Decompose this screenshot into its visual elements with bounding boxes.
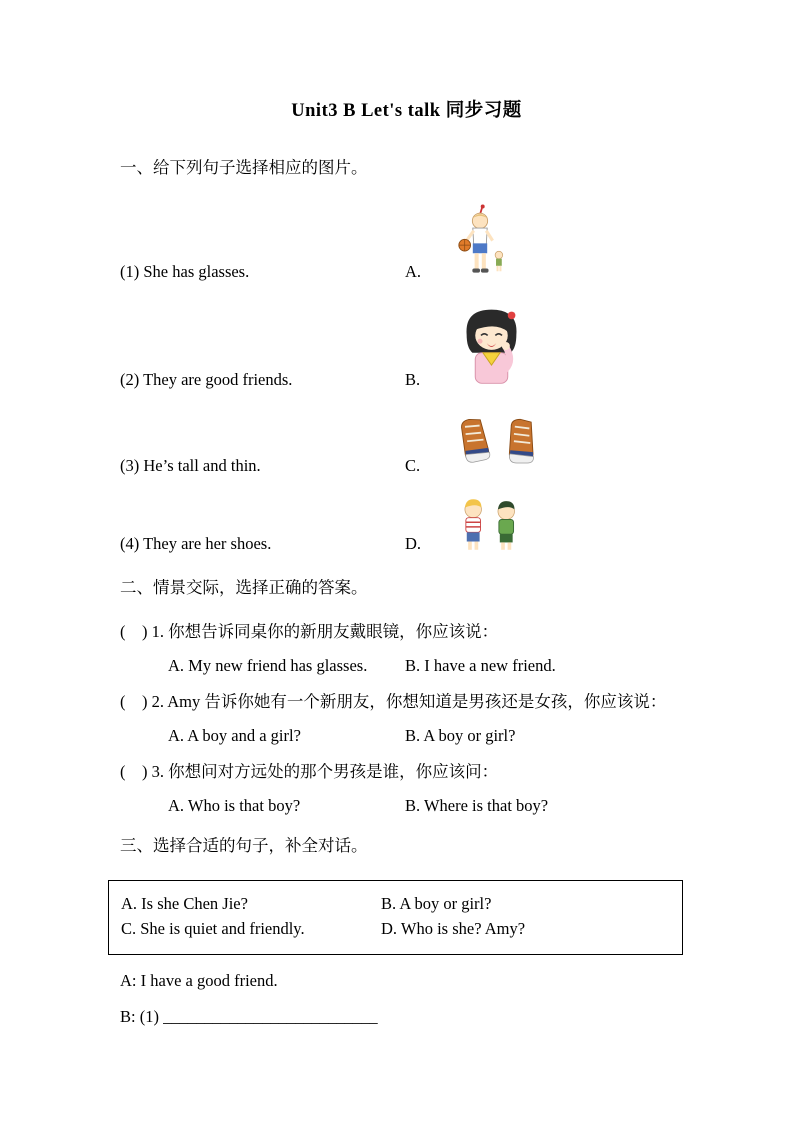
dialog-line-a: A: I have a good friend. <box>120 971 278 990</box>
match-letter-c: C. <box>405 456 421 475</box>
match-letter-a: A. <box>405 262 422 281</box>
question-1-option-a: A. My new friend has glasses. <box>168 656 368 675</box>
choice-option-c: C. She is quiet and friendly. <box>121 919 305 938</box>
match-sentence-2: (2) They are good friends. <box>120 370 293 389</box>
choice-option-b: B. A boy or girl? <box>381 894 492 913</box>
match-item-4 <box>120 496 693 554</box>
boy-basketball-illustration <box>453 202 507 282</box>
match-letter-d: D. <box>405 534 422 553</box>
question-2-option-a: A. A boy and a girl? <box>168 726 301 745</box>
choice-option-a: A. Is she Chen Jie? <box>121 894 248 913</box>
choice-box-row-1 <box>121 894 682 914</box>
picture-two-boys <box>453 496 531 554</box>
dialog-line-b-blank: B: (1) __________________________ <box>120 1007 378 1026</box>
question-1-options <box>120 656 693 676</box>
girl-illustration <box>453 302 530 390</box>
picture-boy-basketball <box>453 202 507 282</box>
section-2 <box>120 574 693 816</box>
section1-heading: 一、给下列句子选择相应的图片。 <box>120 158 368 177</box>
question-3-option-a: A. Who is that boy? <box>168 796 301 815</box>
question-3-stem: ( ) 3. 你想问对方远处的那个男孩是谁，你应该问： <box>120 762 499 781</box>
question-2 <box>120 692 693 746</box>
match-item-1 <box>120 202 693 282</box>
match-letter-b: B. <box>405 370 421 389</box>
match-sentence-1: (1) She has glasses. <box>120 262 250 281</box>
match-sentence-4: (4) They are her shoes. <box>120 534 272 553</box>
question-3-options <box>120 796 693 816</box>
question-2-stem: ( ) 2. Amy 告诉你她有一个新朋友，你想知道是男孩还是女孩，你应该说： <box>120 692 667 711</box>
section-3 <box>120 832 693 1027</box>
match-sentence-3: (3) He’s tall and thin. <box>120 456 261 475</box>
match-item-2 <box>120 302 693 390</box>
sentence-choice-box <box>108 880 683 955</box>
section2-heading: 二、情景交际，选择正确的答案。 <box>120 578 368 597</box>
section-1 <box>120 154 693 554</box>
picture-sneakers <box>453 410 553 476</box>
question-3-option-b: B. Where is that boy? <box>405 796 549 815</box>
question-2-option-b: B. A boy or girl? <box>405 726 516 745</box>
picture-girl <box>453 302 530 390</box>
choice-option-d: D. Who is she? Amy? <box>381 919 526 938</box>
section3-heading: 三、选择合适的句子，补全对话。 <box>120 836 368 855</box>
question-2-options <box>120 726 693 746</box>
question-1 <box>120 622 693 676</box>
page-title: Unit3 B Let's talk 同步习题 <box>291 101 522 121</box>
match-item-3 <box>120 410 693 476</box>
sneakers-illustration <box>453 410 553 476</box>
two-boys-illustration <box>453 496 531 554</box>
question-1-option-b: B. I have a new friend. <box>405 656 556 675</box>
question-3 <box>120 762 693 816</box>
choice-box-row-2 <box>121 919 682 939</box>
question-1-stem: ( ) 1. 你想告诉同桌你的新朋友戴眼镜，你应该说： <box>120 622 499 641</box>
